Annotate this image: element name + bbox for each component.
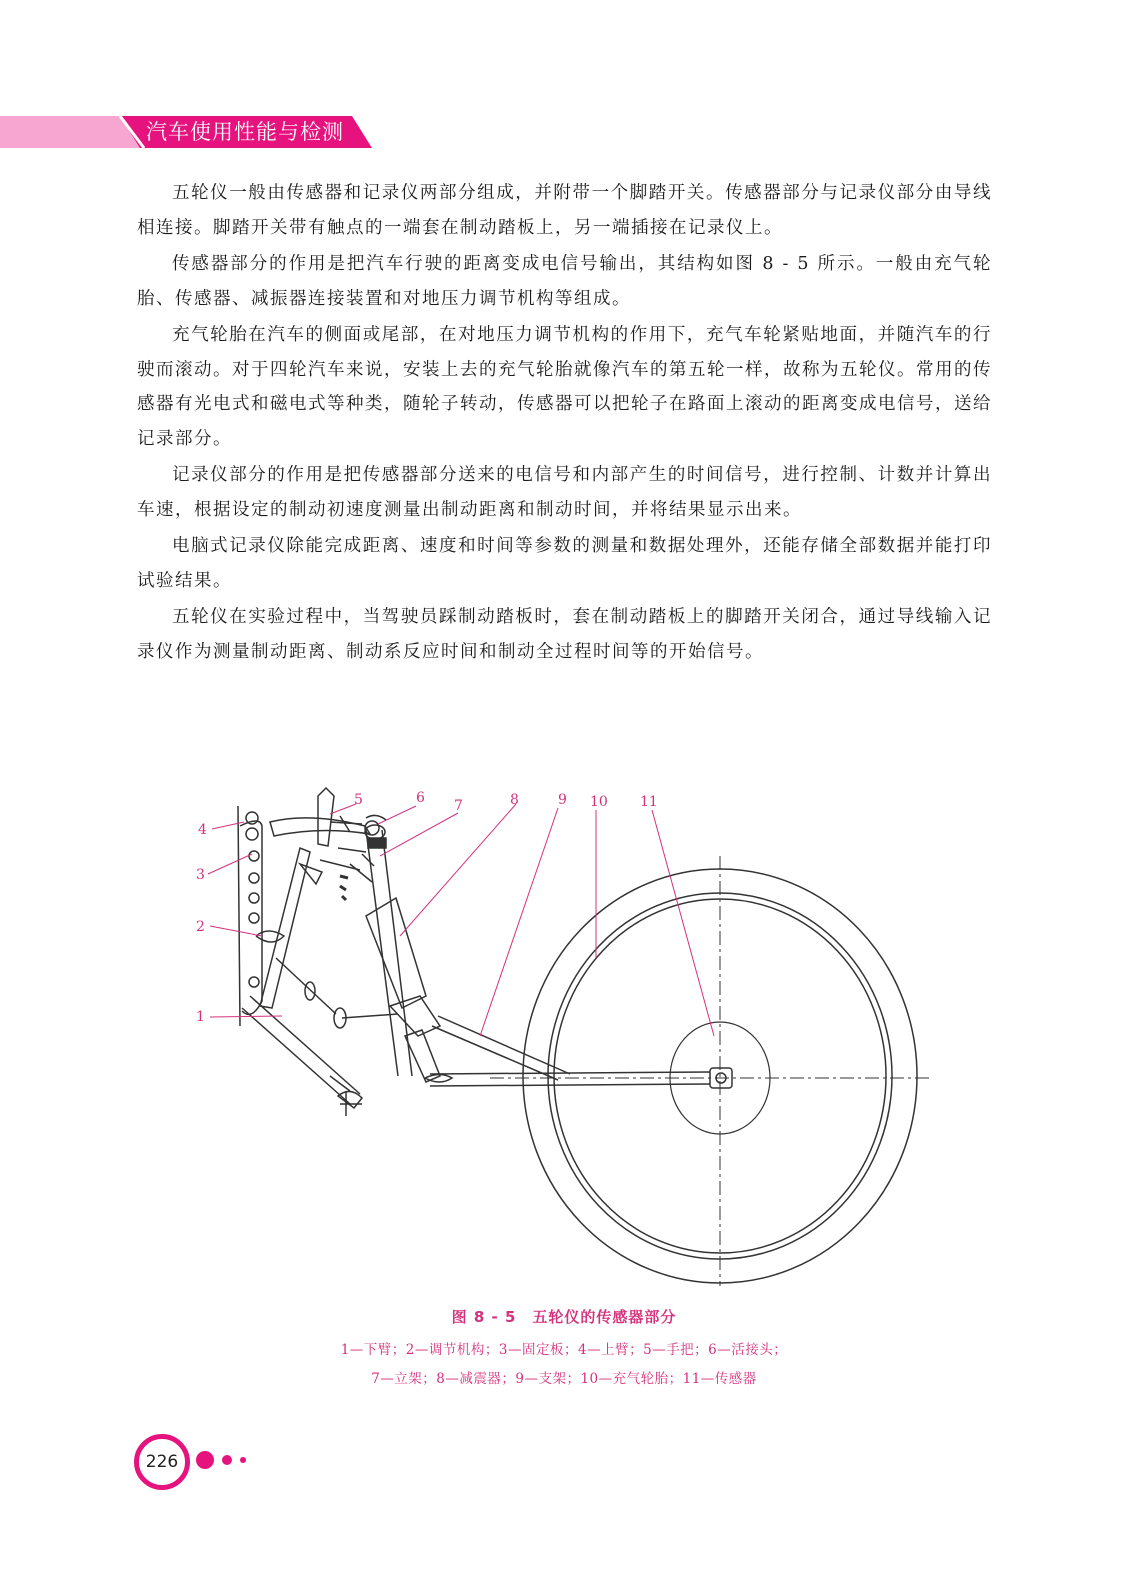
- paragraph: 五轮仪一般由传感器和记录仪两部分组成，并附带一个脚踏开关。传感器部分与记录仪部分由导线相连接。脚踏开关带有触点的一端套在制动踏板上，另一端插接在记录仪上。: [137, 183, 992, 238]
- body-text: [137, 176, 992, 671]
- figure-label: 5: [354, 792, 363, 808]
- figure-title: 图 8 - 5 五轮仪的传感器部分: [451, 1308, 677, 1326]
- paragraph: 记录仪部分的作用是把传感器部分送来的电信号和内部产生的时间信号，进行控制、计数并计算出车速，根据设定的制动初速度测量出制动距离和制动时间，并将结果显示出来。: [137, 465, 992, 520]
- figure-label: 4: [198, 822, 207, 838]
- figure-label: 10: [590, 794, 608, 810]
- figure-caption-line: 1—下臂；2—调节机构；3—固定板；4—上臂；5—手把；6—活接头；: [340, 1342, 788, 1358]
- lower-arm-drawing: [242, 848, 398, 1116]
- figure-label: 11: [640, 794, 658, 810]
- paragraph: 充气轮胎在汽车的侧面或尾部，在对地压力调节机构的作用下，充气车轮紧贴地面，并随汽车的行驶而滚动。对于四轮汽车来说，安装上去的充气轮胎就像汽车的第五轮一样，故称为五轮仪。常用的传感器有光电式和磁电式等种类，随轮子转动，传感器可以把轮子在路面上滚动的距离变成电信号，送给记录部分。: [137, 325, 992, 449]
- figure-label: 3: [196, 867, 205, 883]
- chapter-title: 汽车使用性能与检测: [146, 120, 344, 144]
- decorative-dot: [196, 1451, 214, 1469]
- stand-and-damper-drawing: [300, 825, 440, 1082]
- fifth-wheel-diagram: [190, 786, 930, 1286]
- figure-label: 9: [558, 792, 567, 808]
- support-arm-drawing: [425, 1016, 710, 1086]
- paragraph: 传感器部分的作用是把汽车行驶的距离变成电信号输出，其结构如图 8 - 5 所示。一般由充气轮胎、传感器、减振器连接装置和对地压力调节机构等组成。: [137, 254, 992, 309]
- page-number: 226: [145, 1452, 179, 1472]
- figure-caption-line: 7—立架；8—减震器；9—支架；10—充气轮胎；11—传感器: [371, 1371, 757, 1387]
- paragraph: 电脑式记录仪除能完成距离、速度和时间等参数的测量和数据处理外，还能存储全部数据并能打印试验结果。: [137, 536, 992, 591]
- decorative-dot: [240, 1457, 246, 1463]
- figure-label: 8: [510, 792, 519, 808]
- figure-label: 6: [416, 790, 425, 806]
- figure-label: 1: [196, 1009, 205, 1025]
- paragraph: 五轮仪在实验过程中，当驾驶员踩制动踏板时，套在制动踏板上的脚踏开关闭合，通过导线输入记录仪作为测量制动距离、制动系反应时间和制动全过程时间等的开始信号。: [137, 607, 992, 662]
- figure-label: 2: [196, 919, 205, 935]
- figure-label: 7: [454, 798, 463, 814]
- fixed-plate-drawing: [238, 806, 262, 1026]
- inflated-tire-drawing: [490, 856, 930, 1286]
- decorative-dot: [222, 1455, 232, 1465]
- leader-lines: [208, 804, 714, 1036]
